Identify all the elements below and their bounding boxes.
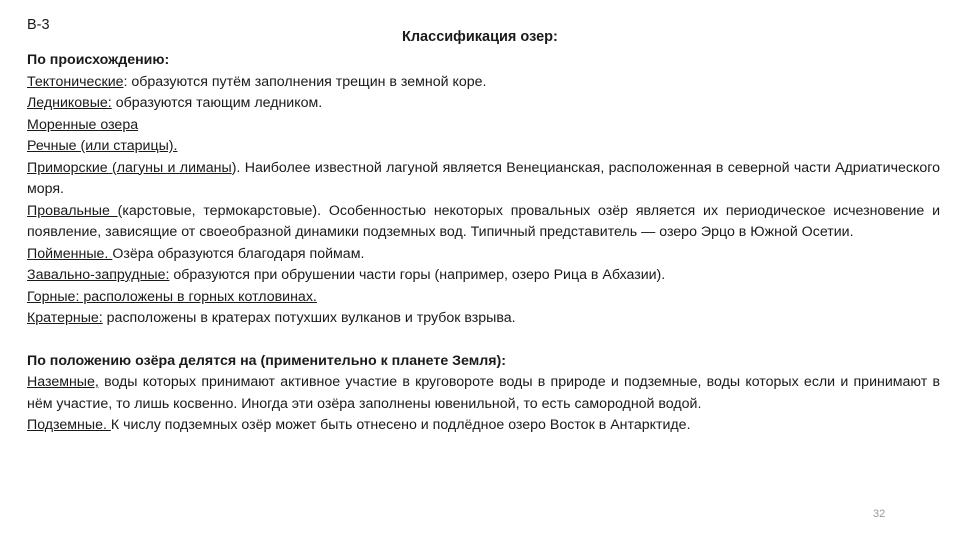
item-surface bbox=[27, 372, 940, 415]
term-label: Ледниковые: bbox=[27, 95, 112, 111]
term-description: : образуются путём заполнения трещин в земной коре. bbox=[123, 73, 487, 90]
slide-content bbox=[27, 50, 940, 437]
term-label: Пойменные. bbox=[27, 245, 113, 262]
term-label: Завально-запрудные: bbox=[27, 267, 170, 283]
section-heading-origin: По происхождению: bbox=[27, 52, 170, 68]
term-label: Моренные озера bbox=[27, 116, 139, 133]
item-tectonic bbox=[27, 72, 940, 94]
term-label: Тектонические bbox=[27, 73, 124, 90]
term-description: образуются при обрушении части горы (например, озеро Рица в Абхазии). bbox=[169, 267, 666, 283]
item-glacial bbox=[27, 93, 940, 115]
term-description: образуются тающим ледником. bbox=[111, 95, 323, 111]
corner-label: В-3 bbox=[27, 17, 50, 33]
term-label: Горные bbox=[27, 288, 76, 305]
term-label: Речные (или старицы). bbox=[27, 138, 178, 154]
term-description: ). Наиболее известной лагуной является Венецианская, расположенная в северной части Адриатического моря. bbox=[27, 159, 940, 197]
item-coastal bbox=[27, 158, 940, 201]
item-floodplain bbox=[27, 244, 940, 266]
term-description: воды которых принимают активное участие в круговороте воды в природе и подземные, воды которых если и принимают в нём участие, то лишь косвенно. Иногда эти озёра заполнены ювенильной, то есть самородной водой. bbox=[27, 374, 940, 412]
term-description: Озёра образуются благодаря поймам. bbox=[112, 245, 365, 262]
slide-title: Классификация озер: bbox=[402, 29, 558, 45]
spacer bbox=[27, 330, 940, 351]
item-moraine bbox=[27, 115, 940, 137]
term-description: (карстовые, термокарстовые). Особенностью некоторых провальных озёр является их периодическое исчезновение и появление, зависящие от своеобразной динамики подземных вод. Типичный представитель — озеро Эрцо в Южной Осетии. bbox=[27, 202, 941, 240]
term-description: расположены в кратерах потухших вулканов и трубок взрыва. bbox=[102, 310, 516, 326]
item-crater bbox=[27, 308, 940, 330]
item-mountain bbox=[27, 287, 940, 309]
term-label: Подземные. bbox=[27, 417, 111, 433]
page-number: 32 bbox=[873, 508, 886, 520]
section-heading-position: По положению озёра делятся на (применительно к планете Земля): bbox=[27, 352, 506, 369]
term-label: Наземные, bbox=[27, 374, 99, 390]
item-sinkhole bbox=[27, 201, 940, 244]
term-label: Кратерные: bbox=[27, 310, 103, 326]
term-description: : расположены в горных котловинах. bbox=[75, 288, 317, 305]
item-river bbox=[27, 136, 940, 158]
term-label: Приморские (лагуны и лиманы bbox=[27, 159, 232, 176]
term-label: Провальные bbox=[27, 202, 118, 219]
term-description: К числу подземных озёр может быть отнесено и подлёдное озеро Восток в Антарктиде. bbox=[110, 417, 691, 433]
item-underground bbox=[27, 415, 940, 437]
item-dammed bbox=[27, 265, 940, 287]
